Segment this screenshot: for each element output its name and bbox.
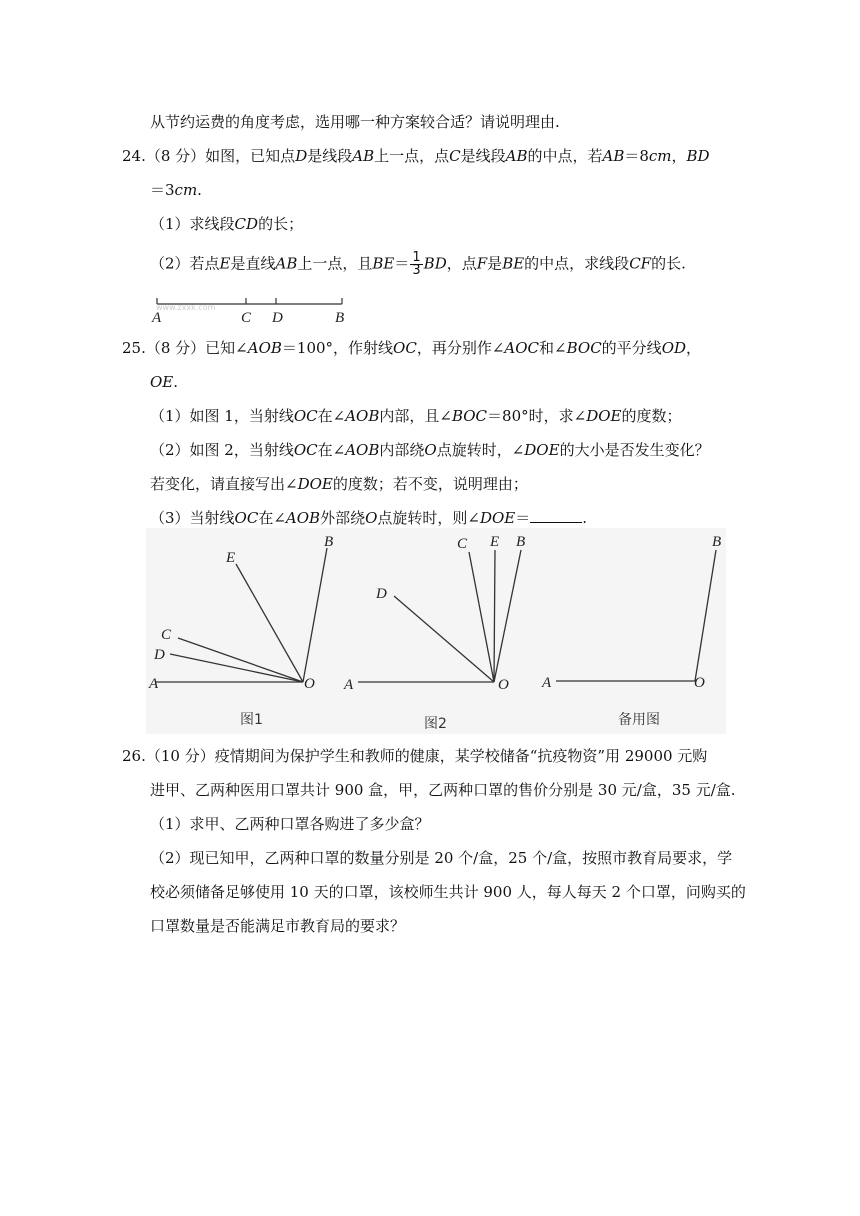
q25-text: 点旋转时，∠: [436, 441, 525, 459]
label-c: C: [457, 536, 468, 552]
q25-text: 在∠: [317, 407, 346, 425]
math-var: BE: [372, 254, 395, 273]
q24-score: （8 分）: [145, 147, 206, 165]
math-var: E: [219, 254, 231, 273]
q24-text: 的长；: [258, 215, 304, 233]
math-var: AB: [602, 147, 625, 165]
q24-part1: [150, 214, 303, 234]
label-a: A: [152, 310, 162, 326]
q24-text: 上一点，点: [374, 147, 450, 165]
q24-text: 的长.: [651, 254, 686, 273]
label-b: B: [516, 534, 526, 550]
q25-text: 内部绕: [379, 441, 425, 459]
q25-score: （8 分）: [145, 339, 206, 357]
q24-text: （1）求线段: [150, 215, 235, 233]
q25-text: 在∠: [258, 509, 286, 527]
q25-text: 和∠: [539, 339, 567, 357]
math-var: AOB: [345, 441, 380, 459]
q24-number: 24.: [122, 147, 146, 165]
q25-stem-line1: [122, 338, 701, 358]
q26-part2-line3: 口罩数量是否能满足市教育局的要求？: [150, 917, 406, 935]
q24-text: 的中点，若: [527, 147, 603, 165]
q25-text: 在∠: [317, 441, 346, 459]
math-var: AOB: [285, 509, 321, 527]
figure-spare-caption: 备用图: [618, 712, 660, 728]
label-o: O: [694, 675, 705, 691]
q25-text: 点旋转时，则∠: [377, 509, 480, 527]
q25-text: ，再分别作∠: [416, 339, 505, 357]
q25-text: ，: [686, 339, 702, 357]
q24-text: .: [197, 181, 202, 199]
math-var: O: [365, 509, 378, 527]
math-var: BD: [423, 254, 447, 273]
label-a: A: [344, 677, 354, 693]
q25-text: ＝80°时，求∠: [487, 407, 587, 425]
q25-text: 内部，且∠: [379, 407, 452, 425]
math-var: AB: [505, 147, 528, 165]
math-var: BOC: [451, 407, 488, 425]
label-b: B: [335, 310, 345, 326]
math-var: AOC: [504, 339, 540, 357]
q25-text: （2）如图 2，当射线: [150, 441, 294, 459]
math-var: BE: [502, 254, 525, 273]
math-var: F: [476, 254, 488, 273]
q26-line2: 进甲、乙两种医用口罩共计 900 盒，甲，乙两种口罩的售价分别是 30 元/盒，35 元/盒.: [150, 781, 736, 799]
q24-text: ＝3: [150, 181, 175, 199]
math-var: BD: [686, 147, 710, 165]
math-var: CD: [234, 215, 259, 233]
math-var: OC: [293, 407, 318, 425]
q24-text: 的中点，求线段: [524, 254, 630, 273]
q25-angle-figures: [146, 528, 726, 734]
q25-text: （1）如图 1，当射线: [150, 407, 294, 425]
math-var: OC: [234, 509, 259, 527]
q24-stem-line1: [122, 146, 710, 166]
q25-text: .: [582, 509, 588, 527]
label-o: O: [498, 677, 509, 693]
q23-tail-text: 从节约运费的角度考虑，选用哪一种方案较合适？请说明理由.: [150, 113, 560, 131]
fraction-one-third: [410, 252, 422, 277]
math-var: D: [295, 147, 308, 165]
math-var: AB: [275, 254, 298, 273]
q26-part1: （1）求甲、乙两种口罩各购进了多少盒？: [150, 815, 430, 833]
math-var: AOB: [247, 339, 282, 357]
q25-stem-line2: [150, 372, 178, 392]
label-b: B: [324, 534, 334, 550]
math-var: AOB: [345, 407, 380, 425]
math-var: AB: [352, 147, 375, 165]
q25-part2-line2: [150, 474, 528, 494]
q25-text: 的度数；若不变，说明理由；: [332, 475, 528, 493]
label-d: D: [376, 586, 387, 602]
label-d: D: [272, 310, 283, 326]
q25-text: 外部绕: [320, 509, 366, 527]
q25-part1: [150, 406, 681, 426]
q26-part2-line1: （2）现已知甲，乙两种口罩的数量分别是 20 个/盒，25 个/盒，按照市教育局要求，学: [150, 849, 733, 867]
math-var: OC: [393, 339, 417, 357]
fraction-denominator: 3: [412, 263, 421, 278]
q25-text: 若变化，请直接写出∠: [150, 475, 298, 493]
figure-watermark: www.zxxk.com: [156, 303, 216, 312]
q24-part2: [150, 252, 686, 277]
label-e: E: [490, 534, 500, 550]
q24-text: （2）若点: [150, 254, 220, 273]
q24-text: ＝: [394, 254, 410, 273]
math-var: OD: [661, 339, 687, 357]
math-var: CF: [629, 254, 652, 273]
q24-text: 上一点，且: [297, 254, 373, 273]
label-a: A: [542, 675, 552, 691]
q25-text: ＝: [515, 509, 531, 527]
math-var: BOC: [566, 339, 602, 357]
q24-segment-figure: [148, 290, 358, 326]
q25-text: 的平分线: [601, 339, 662, 357]
q24-text: 是: [487, 254, 503, 273]
math-var: C: [449, 147, 461, 165]
q25-text: 已知∠: [205, 339, 248, 357]
label-c: C: [241, 310, 252, 326]
q24-text: 如图，已知点: [205, 147, 296, 165]
math-var: O: [424, 441, 437, 459]
math-unit: cm: [648, 147, 672, 165]
math-var: DOE: [586, 407, 622, 425]
label-c: C: [161, 627, 172, 643]
figure-2-caption: 图2: [424, 716, 447, 732]
q24-text: ，: [671, 147, 687, 165]
q26-line1: 26.（10 分）疫情期间为保护学生和教师的健康，某学校储备“抗疫物资”用 29000 元购: [122, 747, 708, 765]
math-var: DOE: [524, 441, 560, 459]
math-var: DOE: [297, 475, 333, 493]
q25-text: .: [173, 373, 179, 391]
q24-text: 是直线: [230, 254, 276, 273]
q25-text: 的大小是否发生变化？: [559, 441, 710, 459]
q25-part3: [150, 508, 587, 528]
label-d: D: [154, 647, 165, 663]
q25-text: （3）当射线: [150, 509, 235, 527]
q24-stem-line2: [150, 180, 202, 200]
label-b: B: [712, 534, 722, 550]
q24-text: ＝8: [624, 147, 649, 165]
q25-part2-line1: [150, 440, 710, 460]
label-o: O: [304, 676, 315, 692]
math-var: DOE: [479, 509, 516, 527]
fraction-numerator: 1: [412, 250, 421, 265]
q26-part2-line2: 校必须储备足够使用 10 天的口罩，该校师生共计 900 人，每人每天 2 个口罩，问购买的: [150, 883, 746, 901]
math-var: OE: [150, 373, 174, 391]
q24-text: ，点: [446, 254, 477, 273]
q24-text: 是线段: [307, 147, 353, 165]
q24-text: 是线段: [460, 147, 506, 165]
q25-text: 的度数；: [621, 407, 682, 425]
label-a: A: [149, 676, 159, 692]
math-unit: cm: [174, 181, 198, 199]
q25-text: ＝100°，作射线: [281, 339, 394, 357]
label-e: E: [226, 550, 236, 566]
figure-1-caption: 图1: [240, 712, 263, 728]
q25-number: 25.: [122, 339, 146, 357]
answer-blank: [530, 508, 582, 523]
math-var: OC: [293, 441, 318, 459]
